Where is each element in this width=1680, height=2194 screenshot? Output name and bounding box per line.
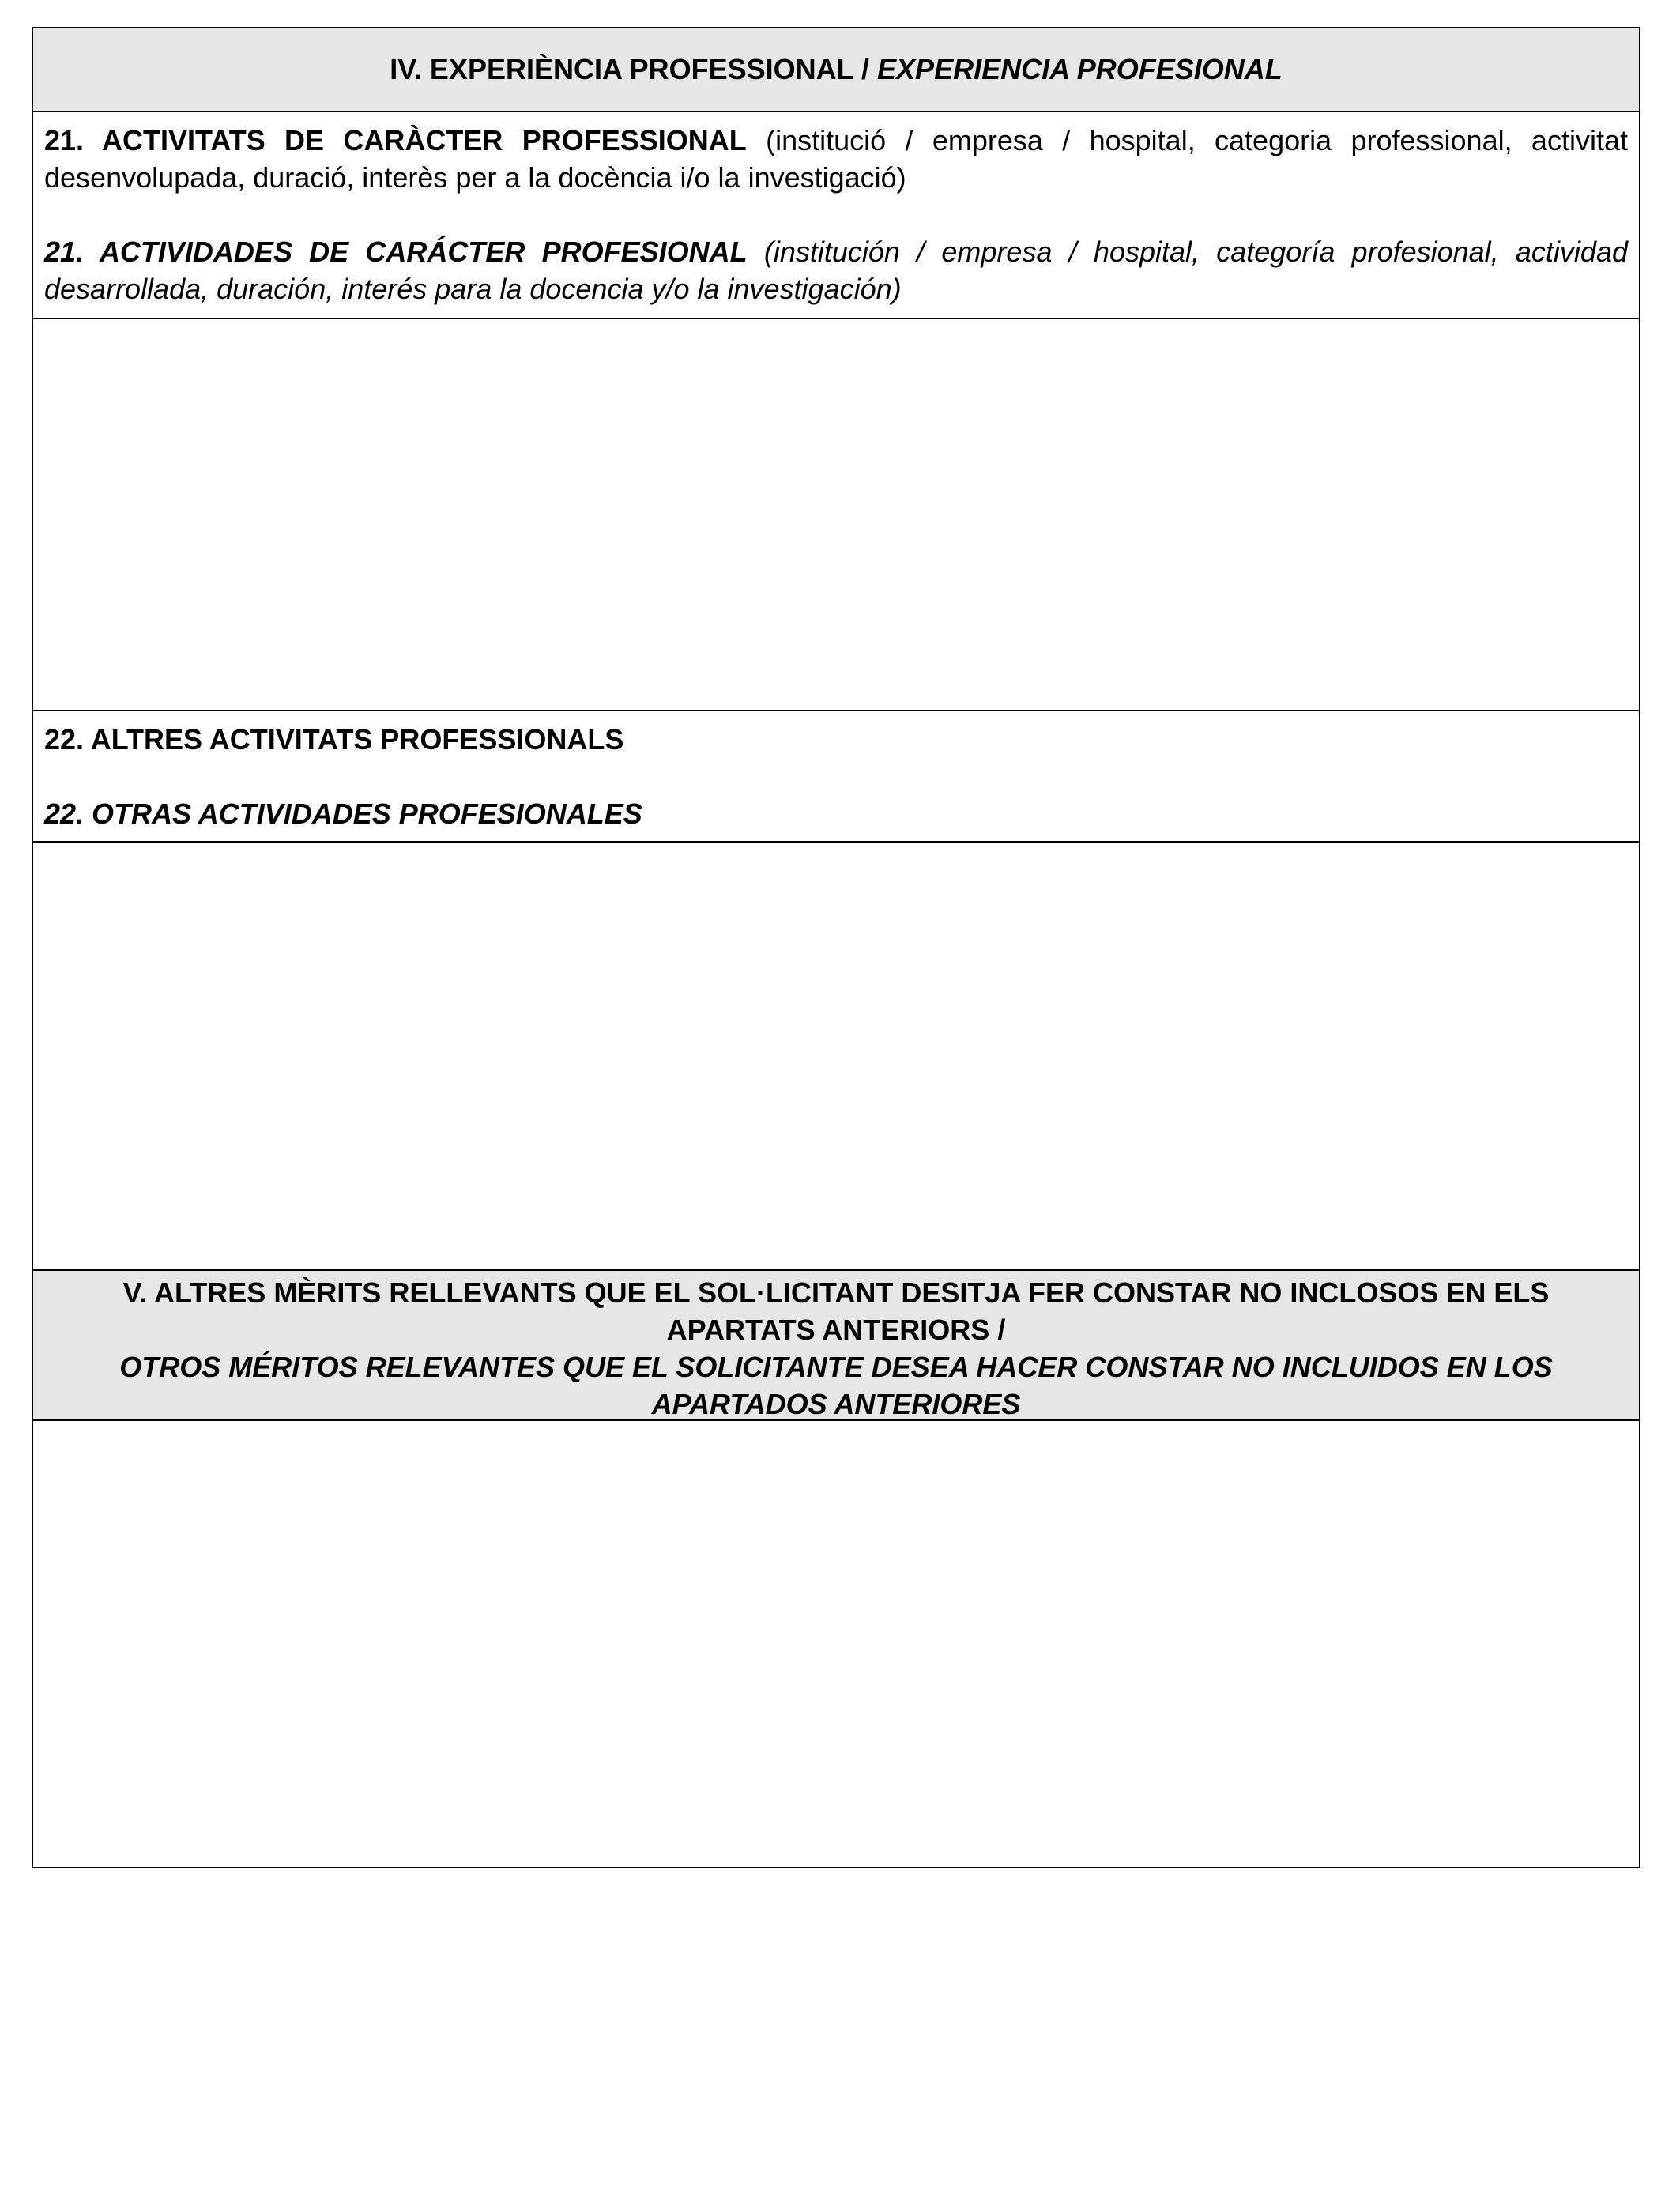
section-iv-header <box>33 28 1639 112</box>
item-21-text-es <box>44 233 1628 307</box>
item-22-answer-box[interactable] <box>33 843 1639 1271</box>
item-22-heading-ca: 22. ALTRES ACTIVITATS PROFESSIONALS <box>44 723 624 756</box>
item-21-heading-ca: 21. ACTIVITATS DE CARÀCTER PROFESSIONAL <box>44 124 747 156</box>
item-22-label <box>33 711 1639 843</box>
item-21-detail-es: (institución / empresa / hospital, categoría profesional, actividad desarrollada, duración, interés para la docencia y/o la investigación) <box>44 236 1628 305</box>
item-21-answer-text[interactable] <box>33 319 1639 710</box>
section-v-header <box>33 1271 1639 1421</box>
item-21-text-ca <box>44 122 1628 196</box>
item-21-label <box>33 112 1639 319</box>
section-v-title-ca: V. ALTRES MÈRITS RELLEVANTS QUE EL SOL·LICITANT DESITJA FER CONSTAR NO INCLOSOS EN ELS APARTATS ANTERIORS / <box>122 1276 1550 1346</box>
section-v-answer-box[interactable] <box>33 1421 1639 1867</box>
item-21-answer-box[interactable] <box>33 319 1639 711</box>
item-22-answer-text[interactable] <box>33 843 1639 1269</box>
section-v-title-es: OTROS MÉRITOS RELEVANTES QUE EL SOLICITANTE DESEA HACER CONSTAR NO INCLUIDOS EN LOS APARTADOS ANTERIORES <box>119 1351 1553 1420</box>
section-iv-title-ca: IV. EXPERIÈNCIA PROFESSIONAL / <box>390 53 878 85</box>
cv-form-table <box>32 27 1640 1868</box>
item-21-detail-ca: (institució / empresa / hospital, categoria professional, activitat desenvolupada, duració, interès per a la docència i/o la investigació) <box>44 124 1628 194</box>
item-21-heading-es: 21. ACTIVIDADES DE CARÁCTER PROFESIONAL <box>44 236 748 268</box>
section-iv-title-es: EXPERIENCIA PROFESIONAL <box>877 53 1283 85</box>
section-v-answer-text[interactable] <box>33 1421 1639 1867</box>
item-22-heading-es: 22. OTRAS ACTIVIDADES PROFESIONALES <box>44 797 642 830</box>
